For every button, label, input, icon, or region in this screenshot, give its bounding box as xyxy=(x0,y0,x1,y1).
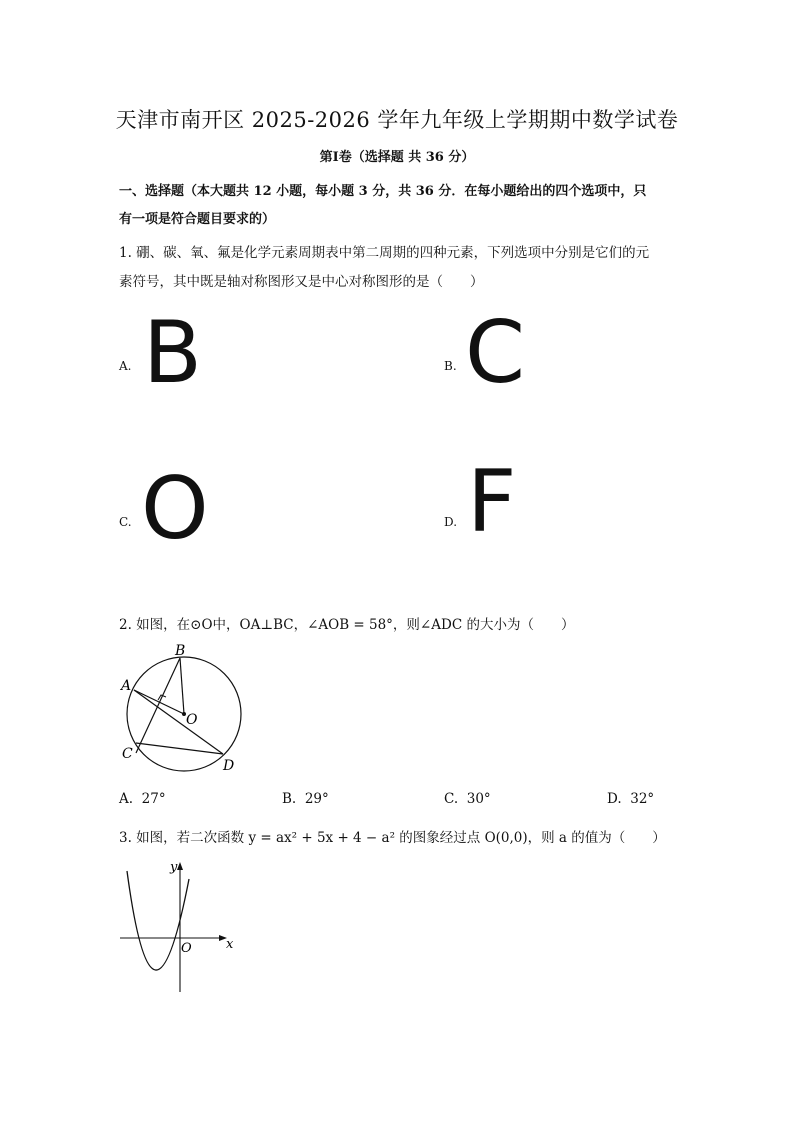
q2-choice-b xyxy=(282,791,329,807)
label-d: D xyxy=(223,758,235,774)
q2-choice-b-label: B. xyxy=(282,791,297,807)
q3-parabola-figure xyxy=(115,855,240,1000)
y-axis-arrow xyxy=(177,862,183,870)
q2-choice-c-label: C. xyxy=(444,791,459,807)
q3-stem: 3. 如图，若二次函数 y = ax² + 5x + 4 − a² 的图象经过点 O(0,0)，则 a 的值为（ ） xyxy=(119,830,666,846)
q1-option-c-label: C. xyxy=(119,515,132,529)
q1-option-b-symbol: C xyxy=(465,303,526,403)
chord-bc xyxy=(136,658,180,753)
q1-option-a-symbol: B xyxy=(143,303,202,403)
q1-option-b-label: B. xyxy=(444,359,457,373)
q1-option-c-symbol: O xyxy=(141,459,209,559)
q2-circle-figure xyxy=(115,640,250,775)
q1-stem-line2: 素符号，其中既是轴对称图形又是中心对称图形的是（ ） xyxy=(119,274,484,290)
label-y: y xyxy=(170,860,178,875)
q2-choice-d xyxy=(607,791,654,807)
label-o: O xyxy=(186,712,198,728)
q2-choice-a-value: 27° xyxy=(141,791,166,807)
label-c: C xyxy=(122,746,133,762)
segment-oa xyxy=(134,690,184,714)
q2-choice-c xyxy=(444,791,491,807)
q2-choice-a-label: A. xyxy=(119,791,134,807)
segment-ob xyxy=(180,658,184,714)
label-origin: O xyxy=(181,941,192,956)
q1-option-a-label: A. xyxy=(119,359,132,373)
q2-choice-d-value: 32° xyxy=(630,791,655,807)
label-x: x xyxy=(226,937,234,952)
q2-choice-c-value: 30° xyxy=(466,791,491,807)
q1-stem-line1: 1. 硼、碳、氧、氟是化学元素周期表中第二周期的四种元素，下列选项中分别是它们的元 xyxy=(119,245,650,261)
q2-stem: 2. 如图，在⊙O中，OA⊥BC，∠AOB = 58°，则∠ADC 的大小为（ ） xyxy=(119,617,575,633)
section-heading-line1: 一、选择题（本大题共 12 小题，每小题 3 分，共 36 分．在每小题给出的四个选项中，只 xyxy=(119,184,647,199)
section-heading-line2: 有一项是符合题目要求的） xyxy=(119,212,276,227)
label-a: A xyxy=(121,678,132,694)
q2-choice-b-value: 29° xyxy=(304,791,329,807)
q2-choice-d-label: D. xyxy=(607,791,622,807)
q1-option-d-label: D. xyxy=(444,515,458,529)
q1-option-d-symbol: F xyxy=(467,452,517,552)
page-title: 天津市南开区 2025-2026 学年九年级上学期期中数学试卷 xyxy=(115,108,679,132)
q2-choice-a xyxy=(119,791,166,807)
part-subtitle: 第Ⅰ卷（选择题 共 36 分） xyxy=(319,150,475,165)
label-b: B xyxy=(175,643,186,659)
